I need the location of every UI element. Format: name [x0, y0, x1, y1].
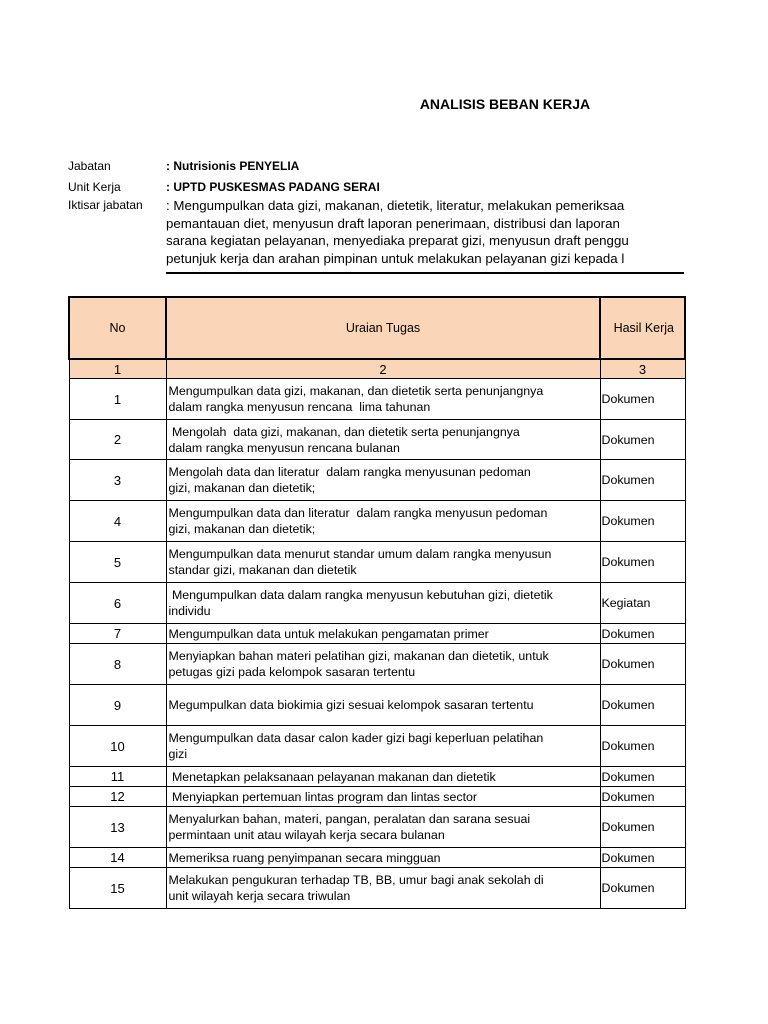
task-description [166, 460, 600, 501]
table-row [69, 848, 685, 868]
row-number: 6 [69, 583, 166, 624]
task-line: Mengumpulkan data untuk melakukan pengamatan primer [168, 626, 489, 641]
task-description [166, 542, 600, 583]
task-description [166, 379, 600, 420]
task-line: gizi, makanan dan dietetik; [168, 481, 316, 495]
task-description [166, 420, 600, 460]
table-row [69, 807, 685, 848]
table-row [69, 787, 685, 807]
row-number: 8 [69, 644, 166, 685]
table-body [69, 359, 685, 909]
hasil-kerja: Dokumen [600, 644, 685, 685]
table-row [69, 644, 685, 685]
row-number: 11 [69, 767, 166, 787]
row-number: 9 [69, 685, 166, 726]
table-row [69, 501, 685, 542]
row-number: 1 [69, 379, 166, 420]
hasil-kerja: Dokumen [600, 501, 685, 542]
table-row [69, 420, 685, 460]
row-number: 10 [69, 726, 166, 767]
hasil-kerja: Dokumen [600, 420, 685, 460]
task-line: dalam rangka menyusun rencana lima tahunan [168, 400, 431, 414]
iktisar-line: petunjuk kerja dan arahan pimpinan untuk melakukan pelayanan gizi kepada l [166, 250, 625, 266]
hasil-kerja: Dokumen [600, 685, 685, 726]
task-line: Melakukan pengukuran terhadap TB, BB, umur bagi anak sekolah di [168, 873, 544, 887]
task-description [166, 583, 600, 624]
column-number: 2 [166, 359, 600, 379]
row-number: 13 [69, 807, 166, 848]
jabatan-label: Jabatan [68, 159, 111, 173]
unit-kerja-label: Unit Kerja [68, 180, 121, 194]
task-description [166, 624, 600, 644]
row-number: 15 [69, 868, 166, 909]
hasil-kerja: Dokumen [600, 767, 685, 787]
task-description [166, 787, 600, 807]
task-table [68, 296, 686, 909]
iktisar-underline [166, 272, 684, 274]
hasil-kerja: Kegiatan [600, 583, 685, 624]
hasil-kerja: Dokumen [600, 379, 685, 420]
task-line: Menyalurkan bahan, materi, pangan, peralatan dan sarana sesuai [168, 812, 531, 826]
task-line: Mengumpulkan data dalam rangka menyusun kebutuhan gizi, dietetik [168, 588, 553, 602]
table-row [69, 379, 685, 420]
iktisar-line: sarana kegiatan pelayanan, menyediaka preparat gizi, menyusun draft penggu [166, 233, 629, 248]
page-title: ANALISIS BEBAN KERJA [419, 96, 591, 112]
iktisar-text [166, 197, 686, 267]
task-line: standar gizi, makanan dan dietetik [168, 563, 357, 577]
table-row [69, 542, 685, 583]
task-description [166, 767, 600, 787]
iktisar-label: Iktisar jabatan [68, 198, 143, 212]
jabatan-value: : Nutrisionis PENYELIA [166, 159, 300, 173]
table-row [69, 767, 685, 787]
table-row [69, 583, 685, 624]
hasil-kerja: Dokumen [600, 787, 685, 807]
header-uraian-tugas: Uraian Tugas [166, 297, 600, 359]
task-line: Menyiapkan bahan materi pelatihan gizi, makanan dan dietetik, untuk [168, 649, 549, 663]
row-number: 2 [69, 420, 166, 460]
task-line: Mengumpulkan data gizi, makanan, dan dietetik serta penunjangnya [168, 384, 544, 398]
row-number: 7 [69, 624, 166, 644]
task-description [166, 726, 600, 767]
row-number: 12 [69, 787, 166, 807]
task-line: Memeriksa ruang penyimpanan secara mingguan [168, 850, 441, 865]
table-row [69, 868, 685, 909]
task-line: Mengumpulkan data menurut standar umum dalam rangka menyusun [168, 547, 552, 561]
hasil-kerja: Dokumen [600, 868, 685, 909]
task-line: Megumpulkan data biokimia gizi sesuai kelompok sasaran tertentu [168, 698, 534, 712]
task-line: Mengumpulkan data dasar calon kader gizi bagi keperluan pelatihan [168, 731, 544, 745]
task-line: Mengumpulkan data dan literatur dalam rangka menyusun pedoman [168, 506, 548, 520]
task-line: gizi [168, 747, 188, 761]
hasil-kerja: Dokumen [600, 624, 685, 644]
task-line: Mengolah data dan literatur dalam rangka menyusunan pedoman [168, 465, 531, 479]
hasil-kerja: Dokumen [600, 542, 685, 583]
unit-kerja-value: : UPTD PUSKESMAS PADANG SERAI [166, 180, 380, 194]
task-line: individu [168, 604, 211, 618]
hasil-kerja: Dokumen [600, 848, 685, 868]
table-row [69, 726, 685, 767]
task-description [166, 501, 600, 542]
task-line: unit wilayah kerja secara triwulan [168, 889, 351, 903]
header-no: No [69, 297, 166, 359]
task-description [166, 868, 600, 909]
column-number: 1 [69, 359, 166, 379]
header-hasil-kerja: Hasil Kerja [600, 297, 685, 359]
task-description [166, 644, 600, 685]
task-line: permintaan unit atau wilayah kerja secara bulanan [168, 828, 445, 842]
column-number-row [69, 359, 685, 379]
row-number: 3 [69, 460, 166, 501]
task-description [166, 848, 600, 868]
task-description [166, 685, 600, 726]
task-line: Menyiapkan pertemuan lintas program dan lintas sector [168, 789, 478, 804]
row-number: 4 [69, 501, 166, 542]
task-line: gizi, makanan dan dietetik; [168, 522, 316, 536]
task-line: Mengolah data gizi, makanan, dan dietetik serta penunjangnya [168, 424, 520, 439]
task-line: Menetapkan pelaksanaan pelayanan makanan dan dietetik [168, 769, 496, 784]
table-row [69, 624, 685, 644]
hasil-kerja: Dokumen [600, 726, 685, 767]
hasil-kerja: Dokumen [600, 807, 685, 848]
table-row [69, 460, 685, 501]
row-number: 14 [69, 848, 166, 868]
iktisar-line: pemantauan diet, menyusun draft laporan penerimaan, distribusi dan laporan [166, 215, 620, 231]
iktisar-line: : Mengumpulkan data gizi, makanan, dietetik, literatur, melakukan pemeriksaa [166, 198, 625, 213]
task-line: dalam rangka menyusun rencana bulanan [168, 440, 400, 455]
row-number: 5 [69, 542, 166, 583]
table-row [69, 685, 685, 726]
hasil-kerja: Dokumen [600, 460, 685, 501]
task-description [166, 807, 600, 848]
column-number: 3 [600, 359, 685, 379]
task-line: petugas gizi pada kelompok sasaran tertentu [168, 665, 416, 679]
table-header-row [69, 297, 685, 359]
